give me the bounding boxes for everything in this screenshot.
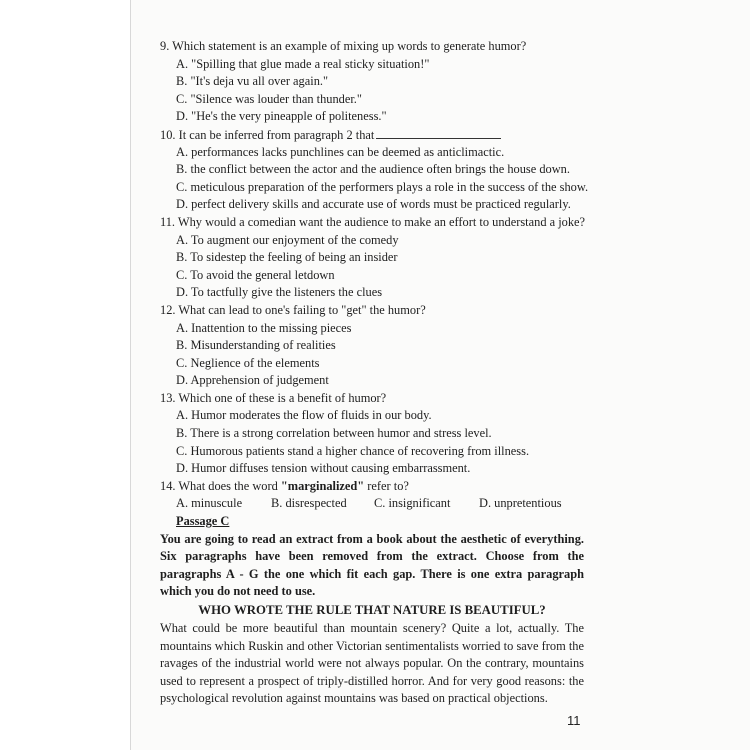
question-13-option-d: D. Humor diffuses tension without causing embarrassment. — [176, 461, 471, 476]
question-9-option-b: B. "It's deja vu all over again." — [176, 74, 329, 89]
question-13-option-b: B. There is a strong correlation between humor and stress level. — [176, 426, 492, 441]
page-number: 11 — [567, 713, 581, 728]
question-14-stem-row — [160, 478, 584, 496]
question-12-stem: 12. What can lead to one's failing to "get" the humor? — [160, 302, 426, 317]
question-14-stem-suffix: refer to? — [364, 478, 409, 493]
question-10-option-b: B. the conflict between the actor and the audience often brings the house down. — [176, 162, 570, 177]
question-11-stem: 11. Why would a comedian want the audience to make an effort to understand a joke? — [160, 214, 586, 229]
question-14-option-c: C. insignificant — [374, 496, 451, 511]
question-11-option-b: B. To sidestep the feeling of being an insider — [176, 250, 398, 265]
question-14-option-d: D. unpretentious — [479, 496, 562, 511]
question-12-option-c: C. Neglience of the elements — [176, 355, 320, 370]
question-9-option-a: A. "Spilling that glue made a real sticky situation!" — [176, 56, 430, 71]
question-13-option-c: C. Humorous patients stand a higher chance of recovering from illness. — [176, 443, 530, 458]
question-12-option-b: B. Misunderstanding of realities — [176, 338, 336, 353]
answer-blank — [376, 126, 501, 139]
question-14-keyword: "marginalized" — [280, 478, 365, 493]
question-12-option-d: D. Apprehension of judgement — [176, 373, 329, 388]
question-14-options — [160, 495, 584, 513]
question-13-stem: 13. Which one of these is a benefit of humor? — [160, 390, 387, 405]
question-14-option-a: A. minuscule — [176, 496, 243, 511]
question-10-option-d: D. perfect delivery skills and accurate use of words must be practiced regularly. — [176, 197, 571, 212]
question-11-option-c: C. To avoid the general letdown — [176, 267, 335, 282]
question-10-stem-row — [160, 126, 584, 144]
question-10-option-c: C. meticulous preparation of the performers plays a role in the success of the show. — [176, 179, 589, 194]
question-10-option-a: A. performances lacks punchlines can be deemed as anticlimactic. — [176, 144, 505, 159]
question-11-option-a: A. To augment our enjoyment of the comedy — [176, 232, 399, 247]
question-9-option-c: C. "Silence was louder than thunder." — [176, 91, 362, 106]
question-14-option-b: B. disrespected — [271, 496, 347, 511]
question-9-option-d: D. "He's the very pineapple of politeness." — [176, 109, 387, 124]
question-11-option-d: D. To tactfully give the listeners the clues — [176, 285, 383, 300]
passage-instructions: You are going to read an extract from a book about the aesthetic of everything. Six paragraphs have been removed from the extract. Choose from the paragraphs A - G the one which fit each gap. There is one extra paragraph which you do not need to use. — [160, 531, 584, 599]
question-12-option-a: A. Inattention to the missing pieces — [176, 320, 352, 335]
passage-heading: Passage C — [176, 514, 230, 529]
question-9-stem: 9. Which statement is an example of mixing up words to generate humor? — [160, 39, 527, 53]
question-13-option-a: A. Humor moderates the flow of fluids in our body. — [176, 408, 432, 423]
passage-title: WHO WROTE THE RULE THAT NATURE IS BEAUTIFUL? — [198, 603, 546, 617]
passage-paragraph: What could be more beautiful than mountain scenery? Quite a lot, actually. The mountains which Ruskin and other Victorian sentimentalists worried to save from the ravages of the industrial world were not always popular. On the contrary, mountains used to represent a prospect of triply-distilled horror. And for very good reasons: the psychological revolution against mountains was based on practical objections. — [160, 621, 584, 706]
question-10-stem: 10. It can be inferred from paragraph 2 that — [160, 127, 375, 142]
question-14-stem-prefix: 14. What does the word — [160, 478, 281, 493]
page-content — [160, 38, 589, 708]
